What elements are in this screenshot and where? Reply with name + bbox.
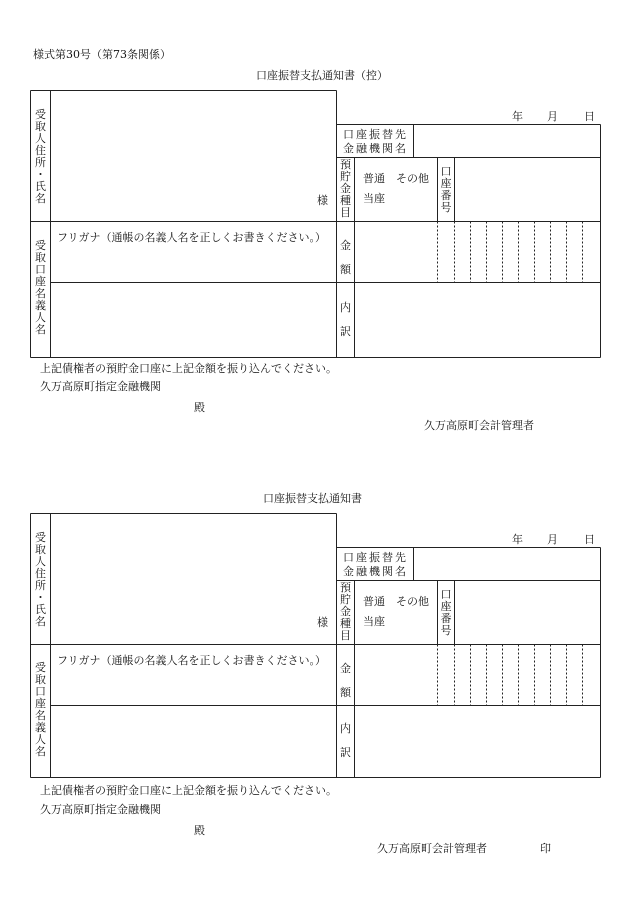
bank-name-label: 口座振替先 金融機関名	[343, 128, 408, 155]
date-month: 月	[547, 110, 558, 123]
breakdown-label: 内 訳	[340, 301, 351, 338]
bank-name-field[interactable]	[414, 548, 600, 580]
deposit-type-option-ordinary-other[interactable]: 普通 その他	[363, 172, 429, 185]
breakdown-label: 内 訳	[340, 722, 351, 759]
date-year: 年	[512, 110, 523, 123]
seal-mark: 印	[540, 842, 551, 855]
form-title: 口座振替支払通知書	[263, 492, 362, 505]
honorific-sama: 様	[317, 616, 328, 629]
deposit-type-option-current[interactable]: 当座	[363, 192, 385, 205]
instruction-text: 上記債権者の預貯金口座に上記金額を振り込んでください。	[40, 362, 337, 375]
date-day: 日	[584, 110, 595, 123]
deposit-type-label: 預 貯 金 種 目	[340, 158, 351, 219]
addressee-honorific: 殿	[194, 401, 205, 414]
amount-field[interactable]	[355, 645, 600, 705]
addressee: 久万高原町指定金融機関	[40, 380, 161, 393]
instruction-text: 上記債権者の預貯金口座に上記金額を振り込んでください。	[40, 784, 337, 797]
recipient-address-name-label: 受 取 人 住 所 ・ 氏 名	[35, 108, 46, 205]
date-day: 日	[584, 533, 595, 546]
addressee-honorific: 殿	[194, 824, 205, 837]
amount-label: 金 額	[340, 662, 351, 699]
honorific-sama: 様	[317, 194, 328, 207]
deposit-type-option-current[interactable]: 当座	[363, 615, 385, 628]
recipient-address-name-label: 受 取 人 住 所 ・ 氏 名	[35, 531, 46, 628]
account-holder-label: 受 取 口 座 名 義 人 名	[35, 661, 46, 758]
issuer: 久万高原町会計管理者	[424, 419, 534, 432]
account-number-field[interactable]	[455, 581, 600, 644]
account-holder-label: 受 取 口 座 名 義 人 名	[35, 239, 46, 336]
date-month: 月	[547, 533, 558, 546]
form-title: 口座振替支払通知書（控）	[256, 69, 388, 82]
account-number-label: 口 座 番 号	[440, 588, 452, 637]
furigana-label: フリガナ（通帳の名義人名を正しくお書きください。）	[57, 231, 326, 244]
recipient-input-area[interactable]	[51, 514, 336, 644]
account-number-label: 口 座 番 号	[440, 165, 452, 214]
date-year: 年	[512, 533, 523, 546]
deposit-type-label: 預 貯 金 種 目	[340, 581, 351, 642]
furigana-label: フリガナ（通帳の名義人名を正しくお書きください。）	[57, 654, 326, 667]
form-number: 様式第30号（第73条関係）	[33, 48, 171, 61]
account-holder-name-field[interactable]	[51, 706, 336, 777]
deposit-type-option-ordinary-other[interactable]: 普通 その他	[363, 595, 429, 608]
bank-name-label: 口座振替先 金融機関名	[343, 551, 408, 578]
amount-label: 金 額	[340, 239, 351, 276]
addressee: 久万高原町指定金融機関	[40, 803, 161, 816]
issuer: 久万高原町会計管理者	[377, 842, 487, 855]
breakdown-field[interactable]	[355, 706, 600, 777]
